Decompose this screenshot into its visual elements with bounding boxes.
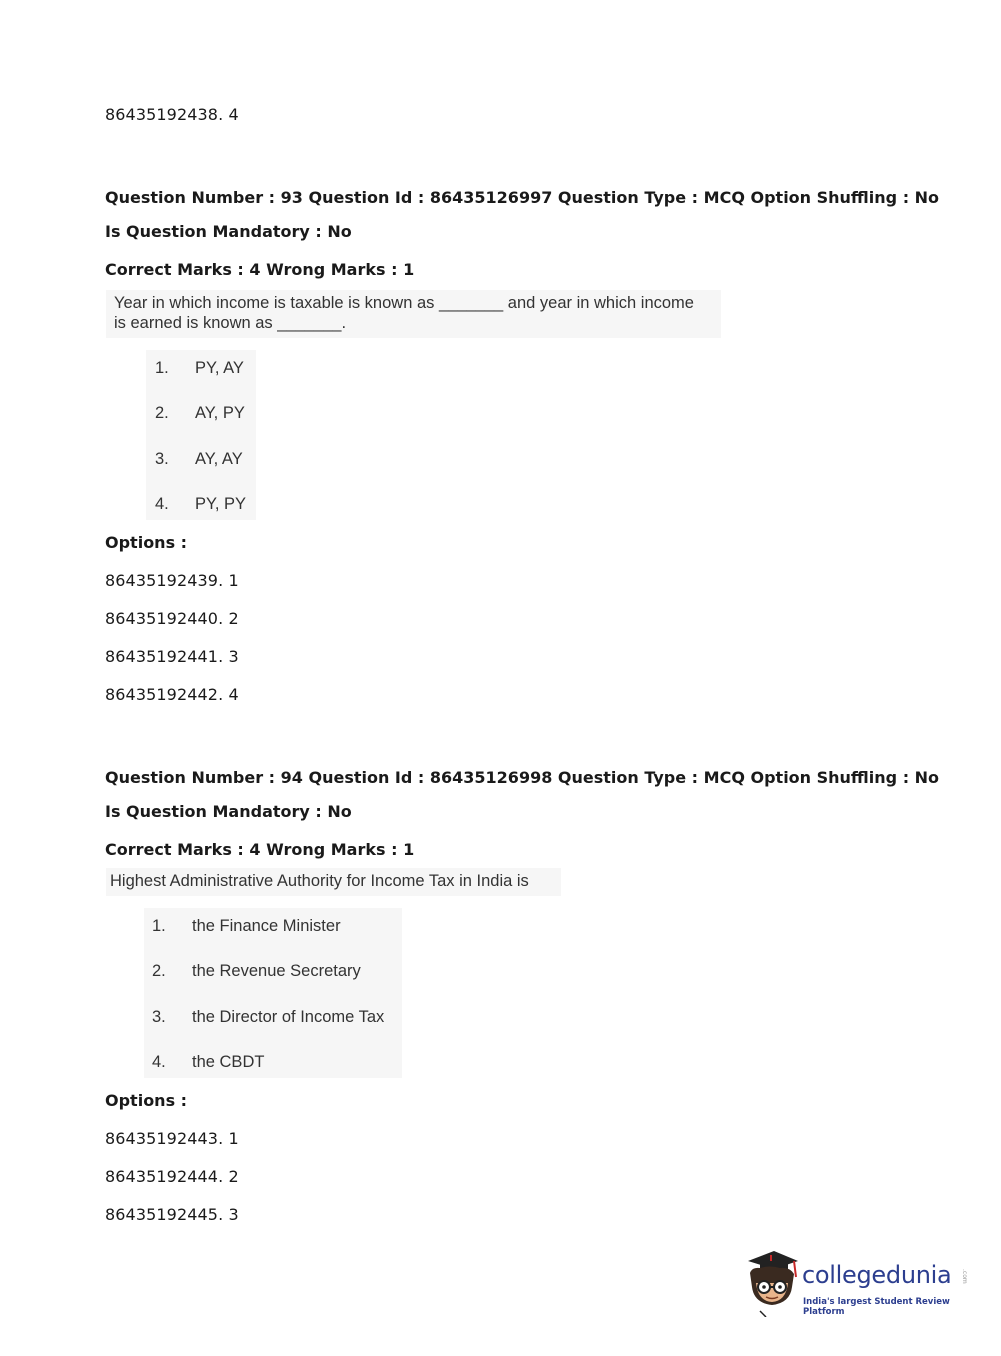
choice-number: 4. bbox=[155, 495, 169, 513]
question-text-line1: Highest Administrative Authority for Income Tax in India is bbox=[110, 872, 529, 890]
logo-com: .com bbox=[961, 1269, 968, 1284]
question-mandatory: Is Question Mandatory : No bbox=[105, 802, 352, 821]
choice-number: 1. bbox=[155, 359, 169, 377]
question-mandatory: Is Question Mandatory : No bbox=[105, 222, 352, 241]
question-text-line1: Year in which income is taxable is known as _______ and year in which income bbox=[114, 294, 694, 312]
choice-text: the Revenue Secretary bbox=[192, 962, 361, 980]
options-label: Options : bbox=[105, 533, 188, 552]
option-id-line: 86435192444. 2 bbox=[105, 1167, 239, 1186]
question-marks: Correct Marks : 4 Wrong Marks : 1 bbox=[105, 260, 415, 279]
option-id-line: 86435192443. 1 bbox=[105, 1129, 239, 1148]
choice-text: PY, PY bbox=[195, 495, 247, 513]
mascot-icon bbox=[740, 1247, 802, 1317]
choice-text: PY, AY bbox=[195, 359, 244, 377]
logo-wordmark: collegedunia bbox=[802, 1261, 952, 1289]
option-id-line: 86435192439. 1 bbox=[105, 571, 239, 590]
choice-number: 4. bbox=[152, 1053, 166, 1071]
choice-text: the CBDT bbox=[192, 1053, 265, 1071]
choice-number: 2. bbox=[152, 962, 166, 980]
option-id-line: 86435192442. 4 bbox=[105, 685, 239, 704]
option-id-line: 86435192445. 3 bbox=[105, 1205, 239, 1224]
choice-number: 3. bbox=[155, 450, 169, 468]
collegedunia-logo bbox=[740, 1247, 970, 1317]
question-marks: Correct Marks : 4 Wrong Marks : 1 bbox=[105, 840, 415, 859]
choice-text: the Director of Income Tax bbox=[192, 1008, 385, 1026]
choice-text: AY, PY bbox=[195, 404, 245, 422]
question-header: Question Number : 94 Question Id : 86435126998 Question Type : MCQ Option Shuffling : No bbox=[105, 768, 940, 787]
choice-number: 2. bbox=[155, 404, 169, 422]
option-id-line: 86435192441. 3 bbox=[105, 647, 239, 666]
question-header: Question Number : 93 Question Id : 86435126997 Question Type : MCQ Option Shuffling : No bbox=[105, 188, 940, 207]
logo-tagline: India's largest Student Review Platform bbox=[803, 1297, 950, 1317]
choice-text: the Finance Minister bbox=[192, 917, 341, 935]
options-label: Options : bbox=[105, 1091, 188, 1110]
choice-number: 3. bbox=[152, 1008, 166, 1026]
choice-text: AY, AY bbox=[195, 450, 243, 468]
option-id-line: 86435192440. 2 bbox=[105, 609, 239, 628]
question-text-line2: is earned is known as _______. bbox=[114, 314, 347, 332]
option-id-line: 86435192438. 4 bbox=[105, 105, 239, 124]
choice-number: 1. bbox=[152, 917, 166, 935]
